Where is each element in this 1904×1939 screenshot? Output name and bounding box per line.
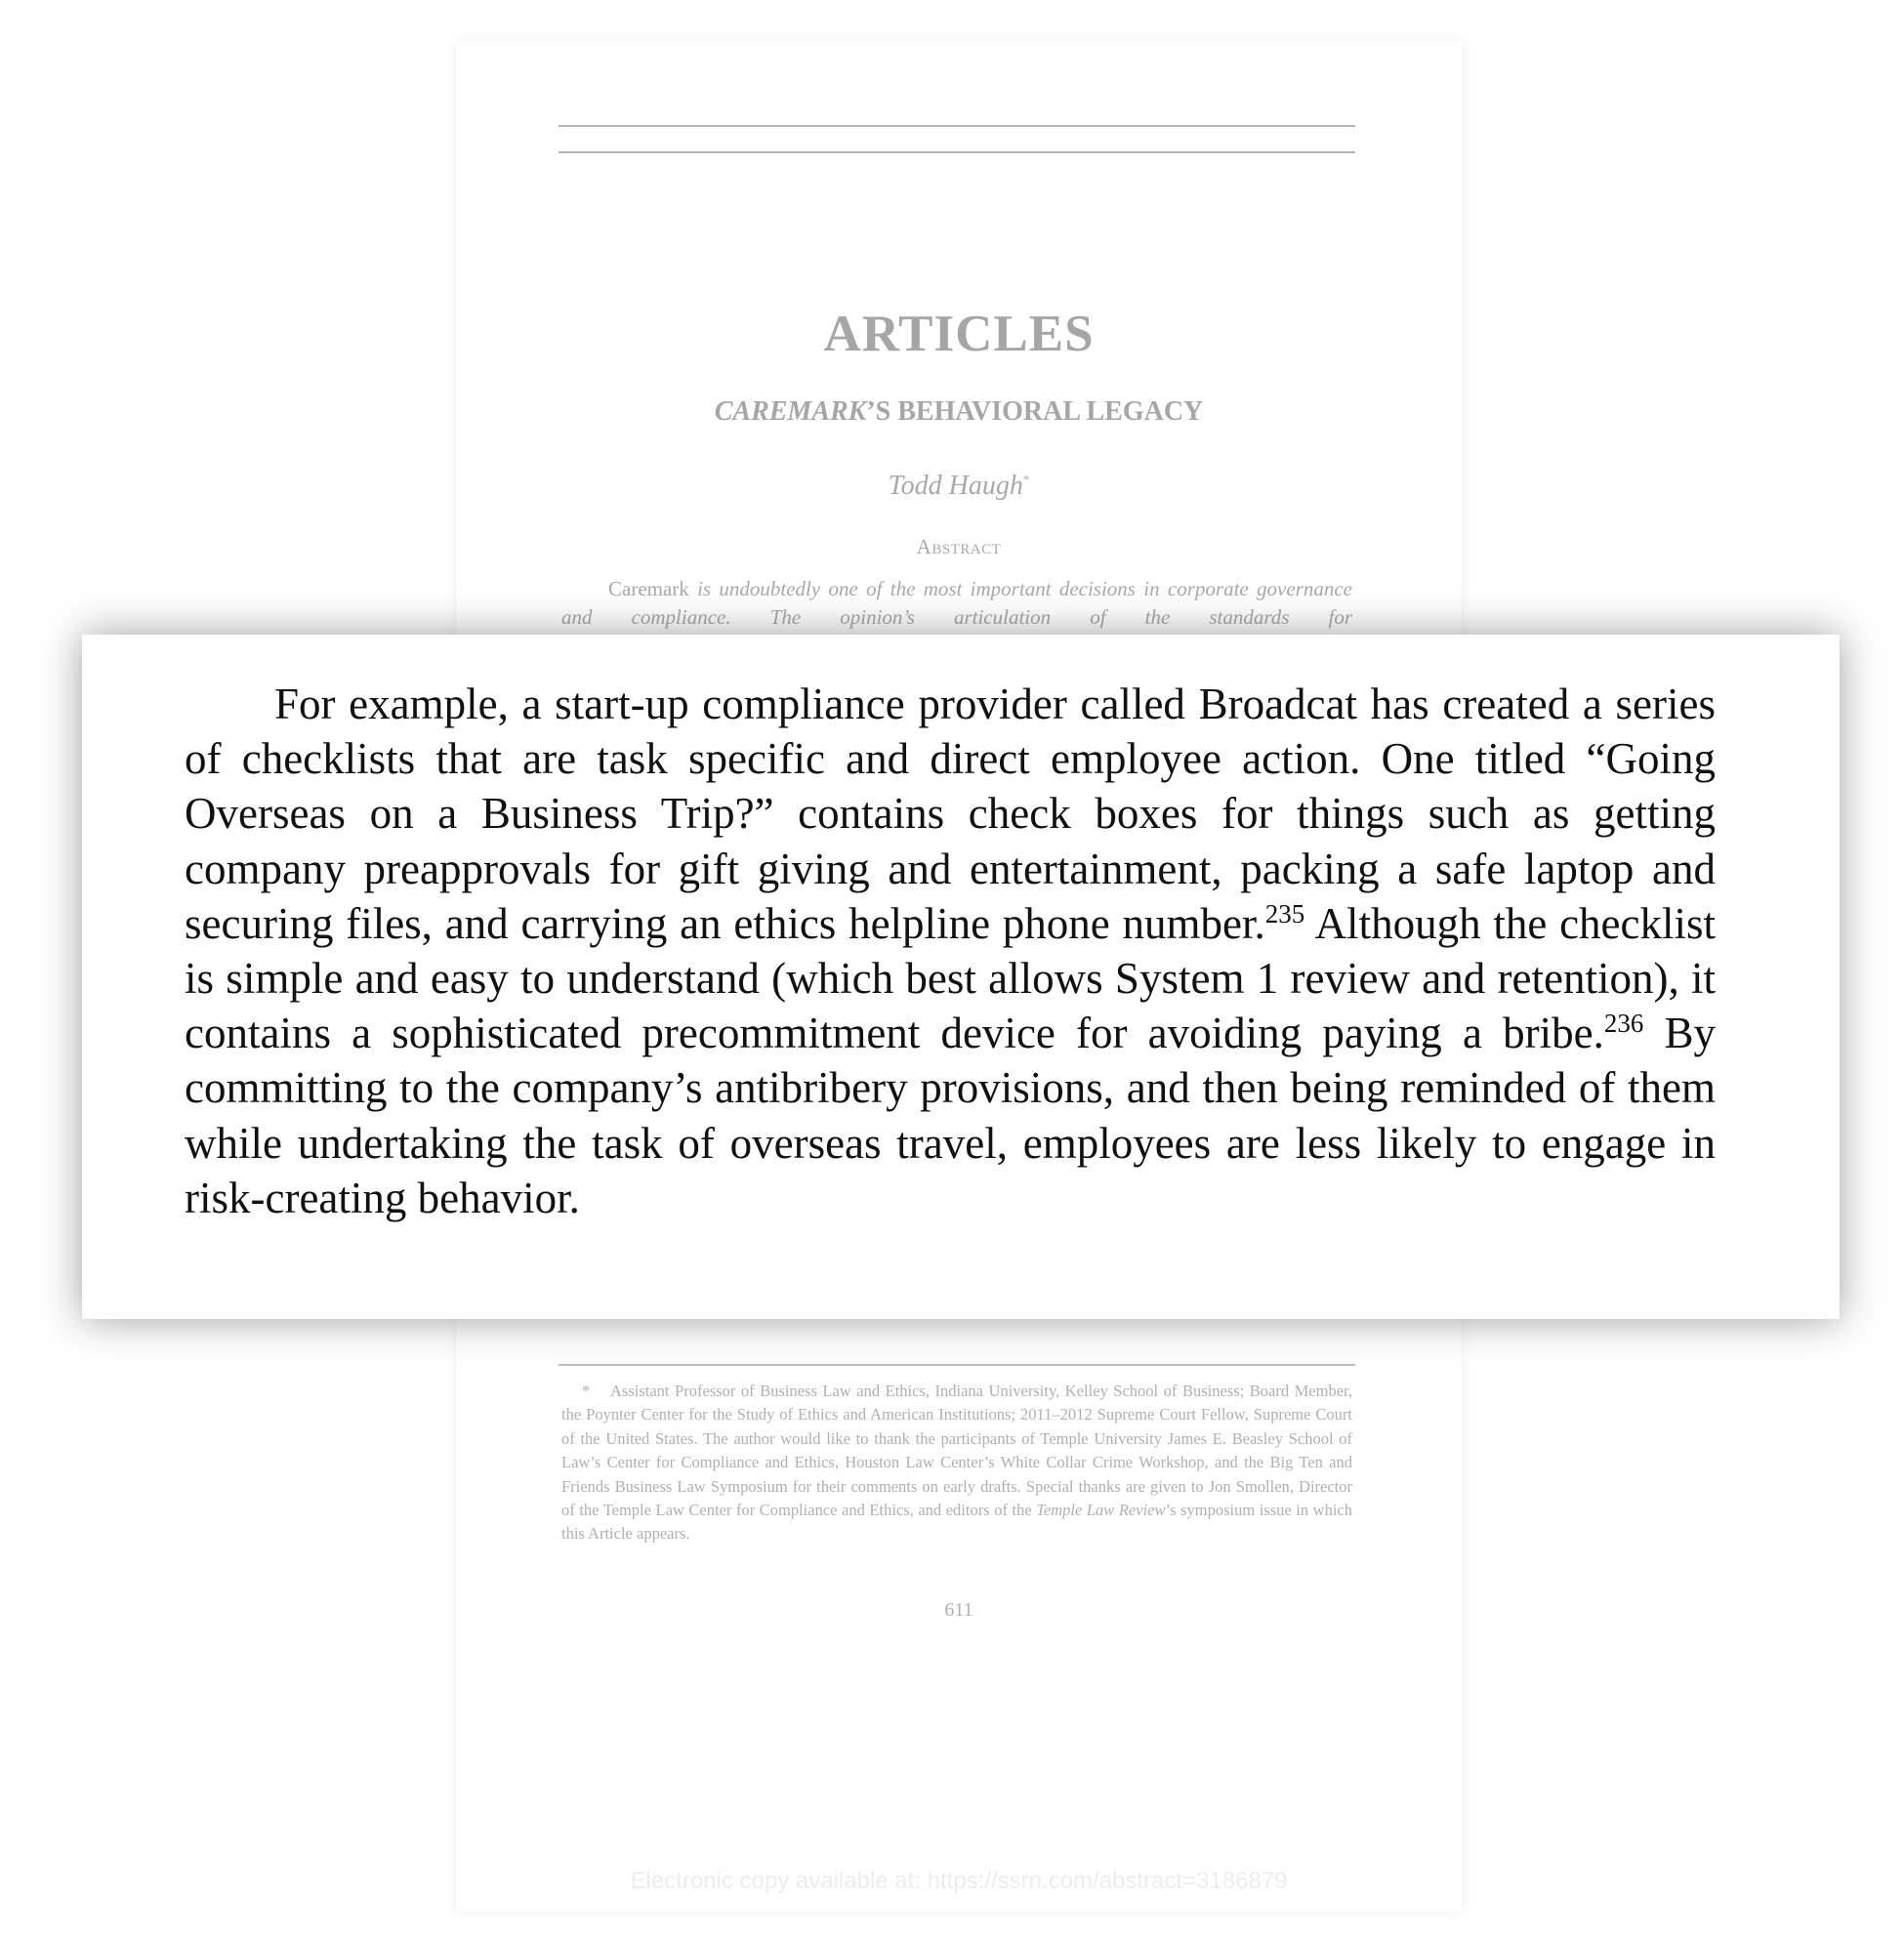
article-title-rest: ’S BEHAVIORAL LEGACY [866, 396, 1204, 427]
section-title: ARTICLES [823, 306, 1095, 362]
excerpt-segment-3: By committing to the company’s antibribery provisions, and then being reminded of them while undertaking the task of overseas travel, employees are less likely to engage in risk-creating behavior. [185, 1009, 1717, 1222]
header-rule-bottom [559, 151, 1355, 153]
excerpt-segment-2: Although the checklist is simple and easy to understand (which best allows System 1 review and retention), it contains a sophisticated precommitment device for avoiding paying a bribe. [185, 898, 1717, 1058]
excerpt-segment-1: For example, a start-up compliance provider called Broadcat has created a series of checklists that are task specific and direct employee action. One titled “Going Overseas on a Business Trip?” contains check boxes for things such as getting company preapprovals for gift giving and entertainment, packing a safe laptop and securing files, and carrying an ethics helpline phone number. [185, 680, 1716, 948]
article-title-case-name: CAREMARK [714, 396, 867, 427]
page-number: 611 [944, 1599, 973, 1621]
author-name [456, 471, 1462, 502]
abstract-line-1: is undoubtedly one of the most important decisions in corporate [688, 577, 1249, 600]
abstract-text [561, 575, 1352, 632]
footnote-journal-name: Temple Law Review [1036, 1501, 1166, 1520]
footnote-rule [559, 1364, 1355, 1366]
ssrn-notice: Electronic copy available at: https://ssrn.com/abstract=3186879 [630, 1868, 1288, 1894]
excerpt-callout [82, 635, 1840, 1319]
footnote-text-part-1: Assistant Professor of Business Law and Ethics, Indiana University, Kelley School of Business; Board Member, the Poynter Center for the Study of Ethics and American Institutions; 2011–2012 Supreme Court Fellow, Supreme Court of the United States. The author would like to thank the participants of Temple University James E. Beasley School of Law’s Center for Compliance and Ethics, Houston Law Center’s White Collar Crime Workshop, and the Big Ten and Friends Business Law Symposium for their comments on early drafts. Special thanks are given to Jon Smollen, Director of the Temple Law Center for Compliance and Ethics, and editors of the [561, 1382, 1352, 1520]
author-name-text: Todd Haugh [888, 471, 1023, 501]
footnote-text-part-2: ’s symposium issue in which this Article appears. [561, 1501, 1353, 1544]
footnote-marker: * [581, 1382, 591, 1400]
article-title [456, 396, 1462, 428]
header-rule-top [559, 125, 1355, 127]
footnote-ref-236: 236 [1603, 1009, 1644, 1039]
abstract-heading: Abstract [916, 535, 1002, 558]
author-footnote-mark: * [1022, 472, 1030, 487]
author-footnote [561, 1380, 1352, 1547]
footnote-ref-235: 235 [1264, 898, 1305, 928]
abstract-line-2: governance and compliance. The opinion’s articulation of the standards for [561, 577, 1353, 629]
abstract-lead-word: Caremark [608, 577, 689, 600]
excerpt-paragraph [185, 677, 1716, 1225]
